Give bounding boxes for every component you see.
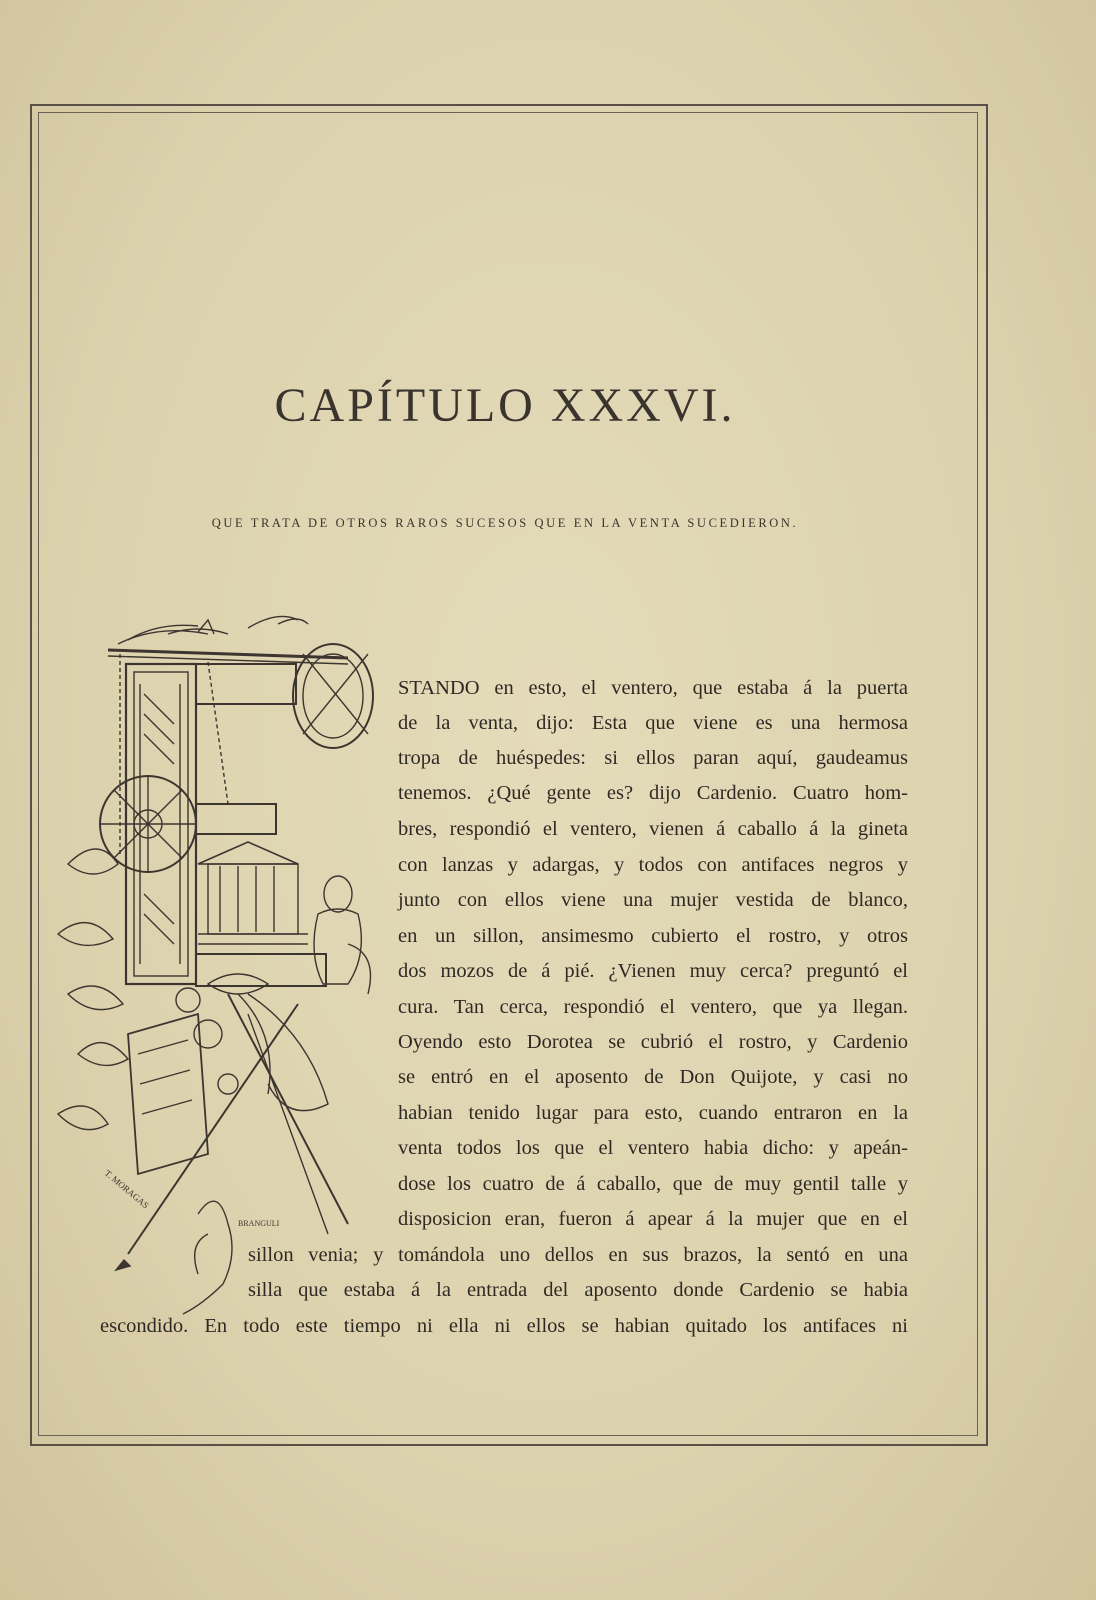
chapter-subtitle: QUE TRATA DE OTROS RAROS SUCESOS QUE EN LA VENTA SUCEDIERON. (211, 516, 799, 530)
text-line: habian tenido lugar para esto, cuando entraron en la (398, 1102, 908, 1124)
text-line: silla que estaba á la entrada del aposento donde Cardenio se habia (248, 1279, 908, 1301)
text-line: disposicion eran, fueron á apear á la mujer que en el (398, 1208, 908, 1230)
svg-text:BRANGULI: BRANGULI (238, 1219, 280, 1228)
text-line: cura. Tan cerca, respondió el ventero, que ya llegan. (398, 996, 908, 1018)
text-line: se entró en el aposento de Don Quijote, y casi no (398, 1066, 908, 1088)
text-line: venta todos los que el ventero habia dicho: y apeán- (398, 1137, 908, 1159)
text-line: dose los cuatro de á caballo, que de muy gentil talle y (398, 1173, 908, 1195)
text-line: tropa de huéspedes: si ellos paran aquí, gaudeamus (398, 747, 908, 769)
text-line: tenemos. ¿Qué gente es? dijo Cardenio. Cuatro hom- (398, 782, 908, 804)
text-line: con lanzas y adargas, y todos con antifaces negros y (398, 854, 908, 876)
text-line: junto con ellos viene una mujer vestida de blanco, (398, 889, 908, 911)
text-line: escondido. En todo este tiempo ni ella ni ellos se habian quitado los antifaces ni (100, 1315, 908, 1337)
ornamental-initial-E-icon (48, 614, 394, 1334)
text-line: Oyendo esto Dorotea se cubrió el rostro, y Cardenio (398, 1031, 908, 1053)
text-line: en un sillon, ansimesmo cubierto el rostro, y otros (398, 925, 908, 947)
text-line: STANDO en esto, el ventero, que estaba á la puerta (398, 677, 908, 699)
chapter-title: CAPÍTULO XXXVI. (274, 379, 736, 432)
text-line: de la venta, dijo: Esta que viene es una hermosa (398, 712, 908, 734)
text-line: dos mozos de á pié. ¿Vienen muy cerca? preguntó el (398, 960, 908, 982)
svg-text:T. MORAGAS: T. MORAGAS (102, 1167, 151, 1211)
text-line: bres, respondió el ventero, vienen á caballo á la gineta (398, 818, 908, 840)
text-line: sillon venia; y tomándola uno dellos en sus brazos, la sentó en una (248, 1244, 908, 1266)
